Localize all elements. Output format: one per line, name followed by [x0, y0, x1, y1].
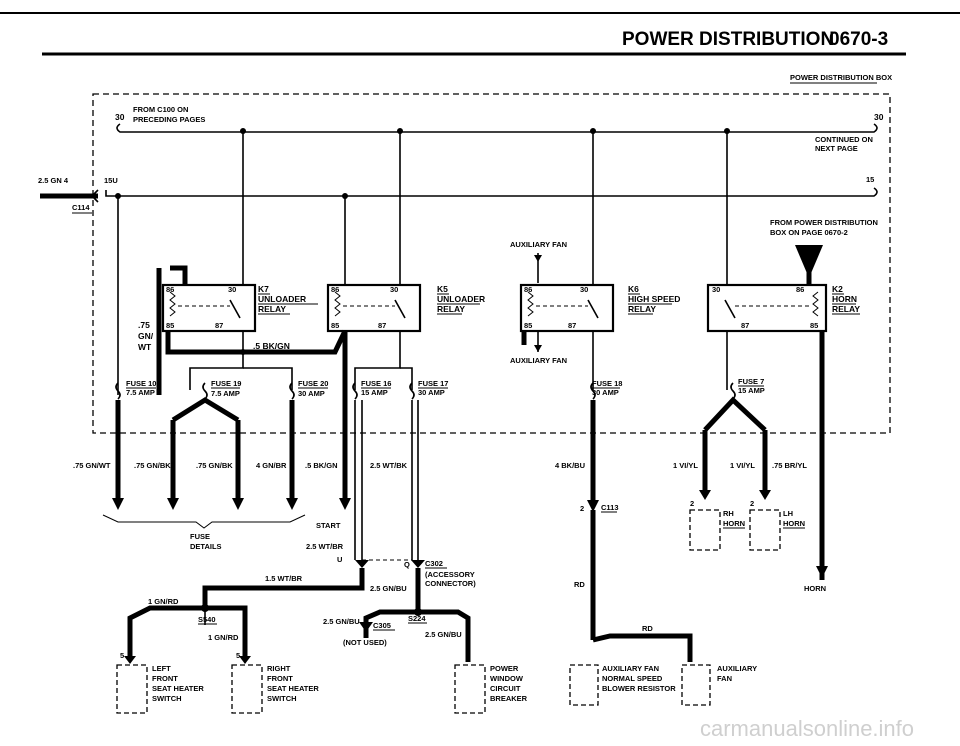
svg-text:86: 86: [524, 285, 533, 294]
svg-text:RELAY: RELAY: [628, 304, 657, 314]
fuse-16: [353, 379, 391, 399]
svg-text:2.5 WT/BR: 2.5 WT/BR: [306, 542, 344, 551]
svg-text:(NOT USED): (NOT USED): [343, 638, 387, 647]
svg-text:30: 30: [228, 285, 237, 294]
svg-text:SEAT HEATER: SEAT HEATER: [152, 684, 204, 693]
svg-text:FROM POWER DISTRIBUTION: FROM POWER DISTRIBUTION: [770, 218, 878, 227]
svg-text:FUSE 20: FUSE 20: [298, 379, 329, 388]
svg-text:SEAT HEATER: SEAT HEATER: [267, 684, 319, 693]
svg-text:FROM C100 ON: FROM C100 ON: [133, 105, 189, 114]
svg-text:15U: 15U: [104, 176, 118, 185]
svg-text:WT: WT: [138, 342, 152, 352]
svg-text:30 AMP: 30 AMP: [418, 388, 445, 397]
svg-text:7.5 AMP: 7.5 AMP: [211, 389, 240, 398]
svg-text:S540: S540: [198, 615, 216, 624]
svg-text:1 VI/YL: 1 VI/YL: [730, 461, 756, 470]
svg-text:RELAY: RELAY: [437, 304, 466, 314]
svg-text:SWITCH: SWITCH: [267, 694, 297, 703]
svg-text:RD: RD: [574, 580, 585, 589]
svg-text:15: 15: [866, 175, 875, 184]
svg-text:2.5 GN/BU: 2.5 GN/BU: [323, 617, 360, 626]
svg-text:.75 GN/WT: .75 GN/WT: [73, 461, 111, 470]
svg-text:2.5 GN 4: 2.5 GN 4: [38, 176, 69, 185]
svg-text:U: U: [337, 555, 343, 564]
auxiliary-fan: [682, 664, 757, 705]
fuse-20: [290, 379, 328, 399]
svg-text:GN/: GN/: [138, 331, 154, 341]
svg-text:K5: K5: [437, 284, 448, 294]
svg-text:1 GN/RD: 1 GN/RD: [208, 633, 239, 642]
svg-text:C302: C302: [425, 559, 443, 568]
svg-text:FUSE 18: FUSE 18: [592, 379, 623, 388]
svg-text:HORN: HORN: [783, 519, 806, 528]
svg-text:HORN: HORN: [723, 519, 746, 528]
svg-text:CONNECTOR): CONNECTOR): [425, 579, 476, 588]
svg-text:FUSE: FUSE: [190, 532, 211, 541]
svg-text:2: 2: [580, 504, 585, 513]
svg-text:C114: C114: [72, 203, 90, 212]
lh-horn: [750, 509, 805, 550]
svg-text:85: 85: [166, 321, 175, 330]
svg-text:K2: K2: [832, 284, 843, 294]
svg-text:30 AMP: 30 AMP: [592, 388, 619, 397]
relay-k6: [521, 284, 680, 331]
page-code: 0670-3: [829, 29, 889, 50]
svg-text:2.5 GN/BU: 2.5 GN/BU: [425, 630, 462, 639]
svg-text:S224: S224: [408, 614, 426, 623]
svg-text:FUSE 10: FUSE 10: [126, 379, 157, 388]
bus-30: [117, 124, 877, 132]
rh-horn: [690, 509, 745, 550]
svg-text:85: 85: [524, 321, 533, 330]
svg-text:RIGHT: RIGHT: [267, 664, 291, 673]
svg-text:15 AMP: 15 AMP: [361, 388, 388, 397]
right-front-seat-heater-switch: [232, 651, 319, 713]
svg-text:BLOWER RESISTOR: BLOWER RESISTOR: [602, 684, 676, 693]
svg-text:DETAILS: DETAILS: [190, 542, 222, 551]
svg-text:WINDOW: WINDOW: [490, 674, 523, 683]
svg-text:4 GN/BR: 4 GN/BR: [256, 461, 287, 470]
fuse-7: [731, 377, 765, 399]
svg-text:LEFT: LEFT: [152, 664, 171, 673]
svg-text:CONTINUED ON: CONTINUED ON: [815, 135, 873, 144]
svg-text:.5 BK/GN: .5 BK/GN: [305, 461, 338, 470]
svg-text:FUSE 16: FUSE 16: [361, 379, 392, 388]
svg-text:.75 GN/BK: .75 GN/BK: [134, 461, 171, 470]
svg-text:7.5 AMP: 7.5 AMP: [126, 388, 155, 397]
svg-text:C305: C305: [373, 621, 391, 630]
svg-text:FRONT: FRONT: [152, 674, 178, 683]
svg-text:AUXILIARY FAN: AUXILIARY FAN: [602, 664, 660, 673]
svg-text:4 BK/BU: 4 BK/BU: [555, 461, 586, 470]
aux-fan-normal-speed-blower-resistor: [570, 664, 676, 705]
svg-text:87: 87: [378, 321, 387, 330]
svg-text:RH: RH: [723, 509, 734, 518]
svg-text:FUSE 7: FUSE 7: [738, 377, 765, 386]
svg-text:NEXT PAGE: NEXT PAGE: [815, 144, 858, 153]
svg-text:.75 BR/YL: .75 BR/YL: [772, 461, 808, 470]
box-title: POWER DISTRIBUTION BOX: [790, 73, 893, 82]
svg-text:START: START: [316, 521, 341, 530]
svg-text:85: 85: [810, 321, 819, 330]
svg-text:.5 BK/GN: .5 BK/GN: [253, 341, 290, 351]
svg-text:UNLOADER: UNLOADER: [258, 294, 307, 304]
svg-text:85: 85: [331, 321, 340, 330]
svg-text:30 AMP: 30 AMP: [298, 389, 325, 398]
svg-text:30: 30: [874, 112, 884, 122]
power-window-circuit-breaker: [455, 664, 528, 713]
svg-text:2.5 GN/BU: 2.5 GN/BU: [370, 584, 407, 593]
svg-text:5: 5: [236, 651, 241, 660]
svg-text:BOX ON PAGE 0670-2: BOX ON PAGE 0670-2: [770, 228, 848, 237]
relay-k5: [328, 284, 485, 331]
svg-text:C113: C113: [601, 503, 619, 512]
svg-text:CIRCUIT: CIRCUIT: [490, 684, 521, 693]
svg-text:FUSE 19: FUSE 19: [211, 379, 242, 388]
svg-text:G: G: [803, 249, 814, 265]
svg-text:2: 2: [690, 499, 695, 508]
svg-text:2: 2: [750, 499, 755, 508]
svg-text:HIGH SPEED: HIGH SPEED: [628, 294, 681, 304]
relay-k7: [163, 284, 318, 331]
fuse-19: [203, 379, 241, 399]
bus-15: [106, 188, 877, 196]
svg-text:1 GN/RD: 1 GN/RD: [148, 597, 179, 606]
fuse-17: [410, 379, 448, 399]
svg-text:87: 87: [741, 321, 750, 330]
svg-text:NORMAL SPEED: NORMAL SPEED: [602, 674, 663, 683]
page-title: POWER DISTRIBUTION: [622, 29, 835, 50]
svg-text:87: 87: [215, 321, 224, 330]
svg-text:FAN: FAN: [717, 674, 732, 683]
svg-text:AUXILIARY FAN: AUXILIARY FAN: [510, 356, 568, 365]
svg-text:86: 86: [796, 285, 805, 294]
svg-text:UNLOADER: UNLOADER: [437, 294, 486, 304]
svg-text:.75: .75: [138, 320, 150, 330]
svg-text:K6: K6: [628, 284, 639, 294]
svg-text:BREAKER: BREAKER: [490, 694, 528, 703]
svg-text:30: 30: [390, 285, 399, 294]
svg-text:RELAY: RELAY: [258, 304, 287, 314]
svg-text:SWITCH: SWITCH: [152, 694, 182, 703]
svg-text:FRONT: FRONT: [267, 674, 293, 683]
svg-text:1 VI/YL: 1 VI/YL: [673, 461, 699, 470]
svg-text:RELAY: RELAY: [832, 304, 861, 314]
svg-text:POWER: POWER: [490, 664, 519, 673]
fuse-10: [116, 379, 156, 399]
relay-k2: [708, 284, 860, 331]
watermark: carmanualsonline.info: [700, 716, 915, 741]
svg-text:AUXILIARY FAN: AUXILIARY FAN: [510, 240, 568, 249]
svg-text:86: 86: [166, 285, 175, 294]
svg-text:.75 GN/BK: .75 GN/BK: [196, 461, 233, 470]
svg-text:15 AMP: 15 AMP: [738, 386, 765, 395]
fuse-18: [591, 379, 622, 399]
svg-text:5: 5: [120, 651, 125, 660]
svg-text:K7: K7: [258, 284, 269, 294]
svg-text:30: 30: [712, 285, 721, 294]
svg-text:Q: Q: [404, 560, 410, 569]
svg-text:30: 30: [115, 112, 125, 122]
svg-text:PRECEDING PAGES: PRECEDING PAGES: [133, 115, 206, 124]
svg-text:1.5 WT/BR: 1.5 WT/BR: [265, 574, 303, 583]
svg-text:2.5 WT/BK: 2.5 WT/BK: [370, 461, 408, 470]
svg-text:30: 30: [580, 285, 589, 294]
svg-text:FUSE 17: FUSE 17: [418, 379, 449, 388]
svg-text:HORN: HORN: [832, 294, 858, 304]
svg-text:RD: RD: [642, 624, 653, 633]
svg-text:AUXILIARY: AUXILIARY: [717, 664, 758, 673]
left-front-seat-heater-switch: [117, 651, 204, 713]
svg-text:(ACCESSORY: (ACCESSORY: [425, 570, 475, 579]
svg-text:HORN: HORN: [804, 584, 827, 593]
svg-text:86: 86: [331, 285, 340, 294]
svg-text:87: 87: [568, 321, 577, 330]
svg-text:LH: LH: [783, 509, 793, 518]
